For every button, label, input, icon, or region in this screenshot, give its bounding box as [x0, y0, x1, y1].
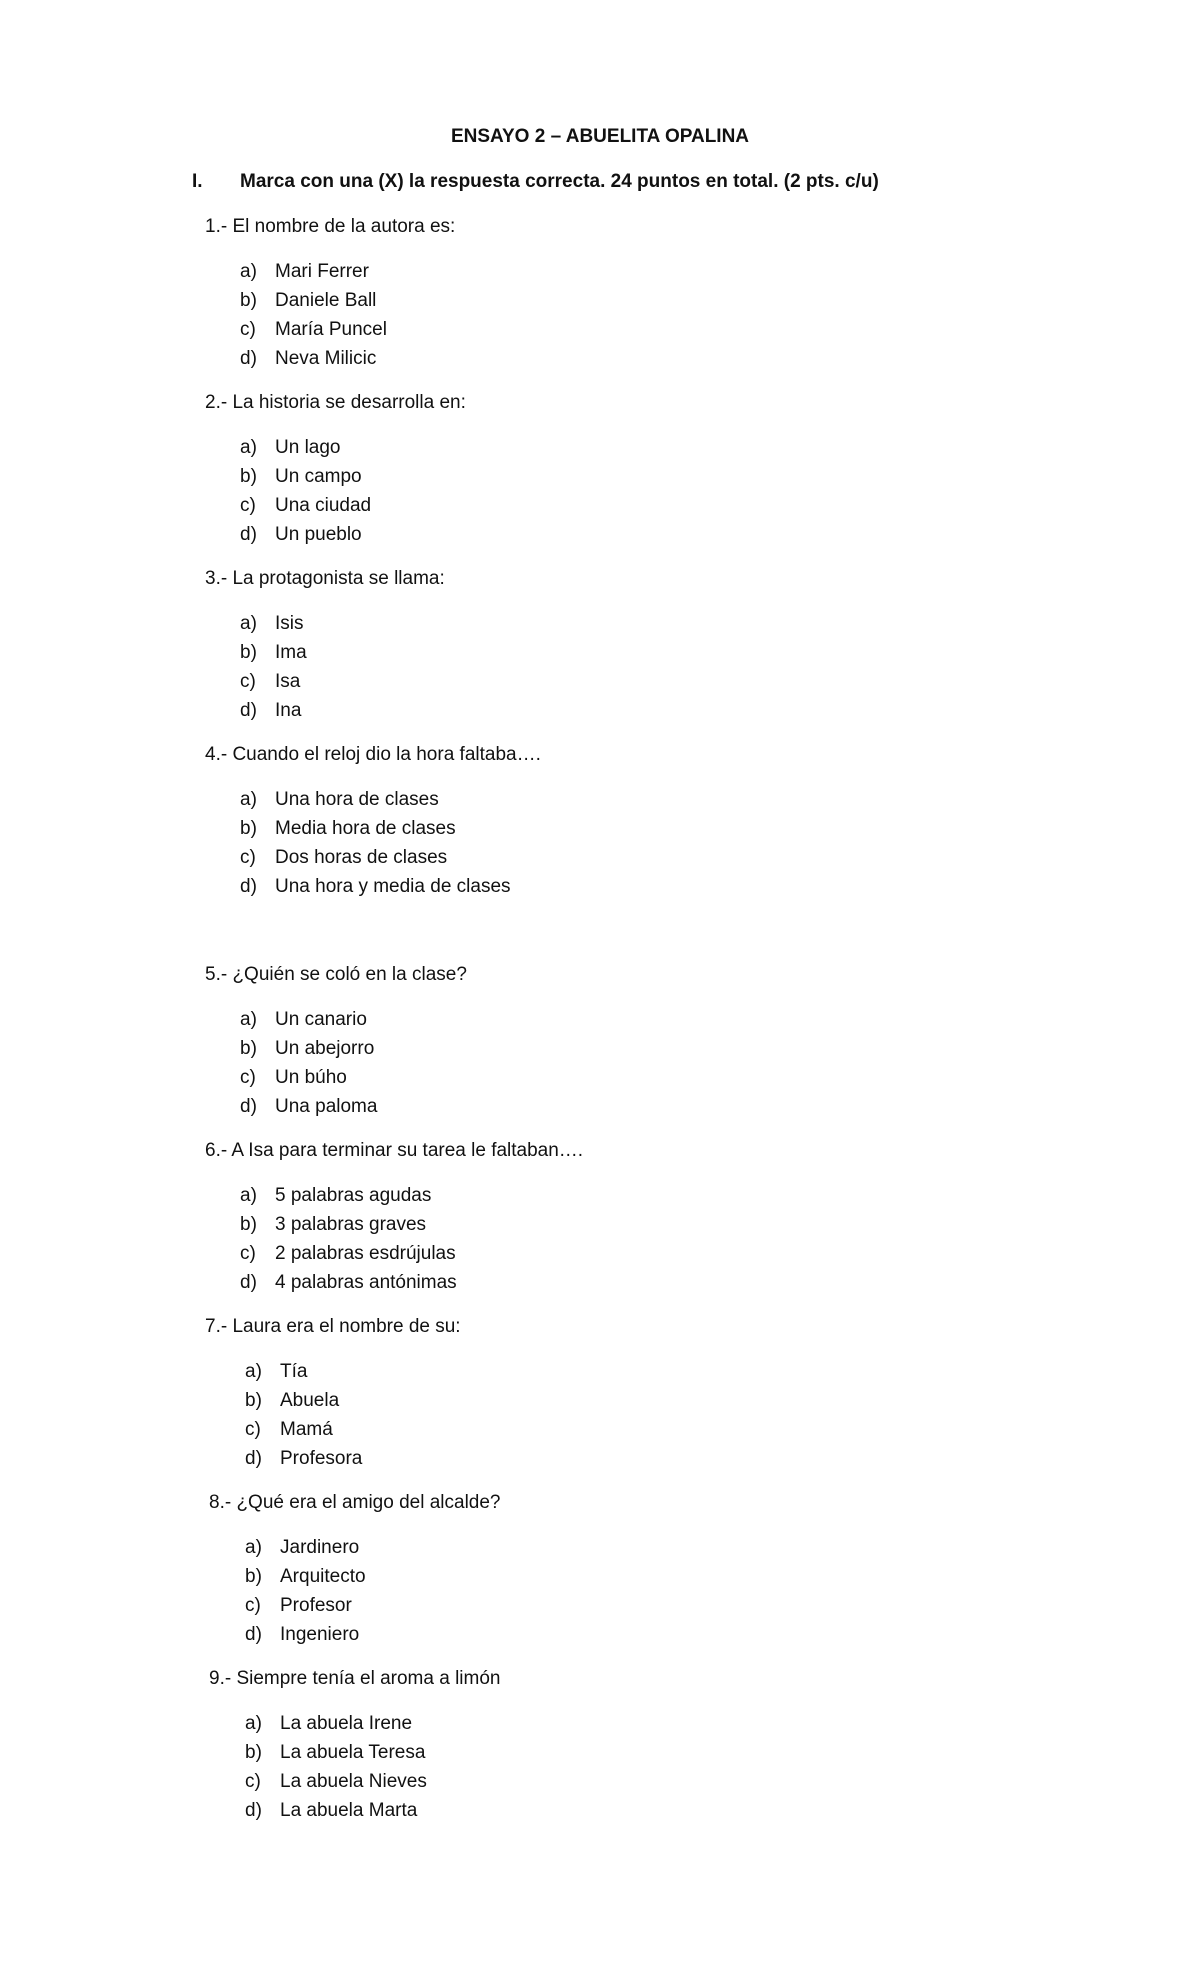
instruction-text: Marca con una (X) la respuesta correcta. 24 puntos en total. (2 pts. c/u): [240, 171, 879, 192]
option-d[interactable]: [245, 1800, 427, 1829]
option-letter: b): [245, 1390, 262, 1411]
option-letter: a): [240, 261, 257, 282]
option-text: Una hora de clases: [275, 789, 439, 810]
option-letter: c): [240, 671, 256, 692]
option-a[interactable]: [245, 1713, 427, 1742]
option-text: La abuela Nieves: [280, 1771, 427, 1792]
option-a[interactable]: [240, 437, 371, 466]
option-letter: d): [245, 1624, 262, 1645]
option-text: Profesor: [280, 1595, 352, 1616]
option-b[interactable]: [240, 818, 511, 847]
option-text: Tía: [280, 1361, 308, 1382]
option-letter: c): [240, 495, 256, 516]
option-b[interactable]: [245, 1566, 366, 1595]
option-d[interactable]: [240, 700, 307, 729]
option-letter: a): [245, 1361, 262, 1382]
option-text: Dos horas de clases: [275, 847, 448, 868]
option-text: La abuela Teresa: [280, 1742, 426, 1763]
option-text: Mamá: [280, 1419, 333, 1440]
option-text: 5 palabras agudas: [275, 1185, 432, 1206]
option-d[interactable]: [240, 876, 511, 905]
option-letter: d): [240, 348, 257, 369]
option-text: Una hora y media de clases: [275, 876, 511, 897]
option-list: [245, 1361, 362, 1477]
option-text: Abuela: [280, 1390, 340, 1411]
option-letter: d): [240, 700, 257, 721]
option-letter: a): [245, 1713, 262, 1734]
option-letter: b): [245, 1742, 262, 1763]
section-number: I.: [192, 171, 203, 192]
option-text: Una paloma: [275, 1096, 378, 1117]
option-list: [245, 1713, 427, 1829]
question-text: 4.- Cuando el reloj dio la hora faltaba….: [205, 744, 541, 765]
option-letter: b): [240, 1214, 257, 1235]
option-letter: b): [240, 1038, 257, 1059]
option-list: [240, 1009, 377, 1125]
option-c[interactable]: [240, 495, 371, 524]
option-a[interactable]: [240, 613, 307, 642]
option-letter: a): [240, 613, 257, 634]
option-text: Daniele Ball: [275, 290, 377, 311]
option-c[interactable]: [245, 1419, 362, 1448]
option-letter: c): [245, 1419, 261, 1440]
option-letter: d): [240, 876, 257, 897]
option-c[interactable]: [245, 1771, 427, 1800]
option-list: [240, 437, 371, 553]
option-text: Arquitecto: [280, 1566, 366, 1587]
question-text: 5.- ¿Quién se coló en la clase?: [205, 964, 467, 985]
option-b[interactable]: [240, 1214, 457, 1243]
option-letter: c): [240, 319, 256, 340]
option-a[interactable]: [240, 261, 387, 290]
option-letter: b): [240, 466, 257, 487]
option-c[interactable]: [240, 671, 307, 700]
option-letter: d): [245, 1448, 262, 1469]
option-d[interactable]: [245, 1624, 366, 1653]
option-letter: a): [240, 1009, 257, 1030]
option-text: Una ciudad: [275, 495, 372, 516]
option-letter: c): [245, 1595, 261, 1616]
question-text: 2.- La historia se desarrolla en:: [205, 392, 466, 413]
option-text: Ina: [275, 700, 302, 721]
option-list: [240, 1185, 457, 1301]
option-letter: c): [240, 1243, 256, 1264]
option-text: 3 palabras graves: [275, 1214, 427, 1235]
option-b[interactable]: [240, 1038, 377, 1067]
option-letter: d): [240, 524, 257, 545]
option-text: Un pueblo: [275, 524, 362, 545]
option-b[interactable]: [240, 466, 371, 495]
document-title: ENSAYO 2 – ABUELITA OPALINA: [450, 126, 750, 147]
option-letter: c): [240, 847, 256, 868]
option-a[interactable]: [240, 1009, 377, 1038]
option-b[interactable]: [245, 1390, 362, 1419]
question-text: 3.- La protagonista se llama:: [205, 568, 445, 589]
option-letter: c): [245, 1771, 261, 1792]
option-a[interactable]: [245, 1361, 362, 1390]
question-text: 7.- Laura era el nombre de su:: [205, 1316, 461, 1337]
section-instruction: [192, 171, 879, 193]
option-b[interactable]: [245, 1742, 427, 1771]
option-text: Neva Milicic: [275, 348, 377, 369]
option-text: Un canario: [275, 1009, 367, 1030]
option-text: Un abejorro: [275, 1038, 375, 1059]
option-letter: b): [240, 290, 257, 311]
option-letter: a): [245, 1537, 262, 1558]
option-letter: a): [240, 789, 257, 810]
option-text: Un lago: [275, 437, 341, 458]
option-letter: b): [245, 1566, 262, 1587]
option-d[interactable]: [240, 524, 371, 553]
option-letter: a): [240, 437, 257, 458]
option-list: [240, 261, 387, 377]
option-letter: c): [240, 1067, 256, 1088]
option-list: [245, 1537, 366, 1653]
option-c[interactable]: [240, 1243, 457, 1272]
option-letter: d): [245, 1800, 262, 1821]
option-a[interactable]: [245, 1537, 366, 1566]
question-text: 9.- Siempre tenía el aroma a limón: [209, 1668, 501, 1689]
option-b[interactable]: [240, 642, 307, 671]
option-letter: b): [240, 642, 257, 663]
option-a[interactable]: [240, 1185, 457, 1214]
option-text: La abuela Marta: [280, 1800, 418, 1821]
option-c[interactable]: [245, 1595, 366, 1624]
option-text: Isis: [275, 613, 304, 634]
option-text: 4 palabras antónimas: [275, 1272, 457, 1293]
option-a[interactable]: [240, 789, 511, 818]
option-text: 2 palabras esdrújulas: [275, 1243, 456, 1264]
option-d[interactable]: [245, 1448, 362, 1477]
option-text: Ingeniero: [280, 1624, 360, 1645]
option-text: Ima: [275, 642, 307, 663]
option-text: Un campo: [275, 466, 362, 487]
option-d[interactable]: [240, 1272, 457, 1301]
option-text: Mari Ferrer: [275, 261, 369, 282]
question-text: 1.- El nombre de la autora es:: [205, 216, 456, 237]
question-text: 6.- A Isa para terminar su tarea le faltaban….: [205, 1140, 584, 1161]
option-b[interactable]: [240, 290, 387, 319]
option-c[interactable]: [240, 1067, 377, 1096]
option-c[interactable]: [240, 319, 387, 348]
option-c[interactable]: [240, 847, 511, 876]
option-list: [240, 789, 511, 905]
option-list: [240, 613, 307, 729]
option-text: María Puncel: [275, 319, 387, 340]
option-d[interactable]: [240, 1096, 377, 1125]
question-text: 8.- ¿Qué era el amigo del alcalde?: [209, 1492, 501, 1513]
option-letter: b): [240, 818, 257, 839]
option-letter: a): [240, 1185, 257, 1206]
option-letter: d): [240, 1272, 257, 1293]
option-letter: d): [240, 1096, 257, 1117]
option-text: Profesora: [280, 1448, 363, 1469]
option-d[interactable]: [240, 348, 387, 377]
option-text: Jardinero: [280, 1537, 360, 1558]
option-text: Isa: [275, 671, 301, 692]
option-text: La abuela Irene: [280, 1713, 413, 1734]
option-text: Media hora de clases: [275, 818, 456, 839]
option-text: Un búho: [275, 1067, 347, 1088]
